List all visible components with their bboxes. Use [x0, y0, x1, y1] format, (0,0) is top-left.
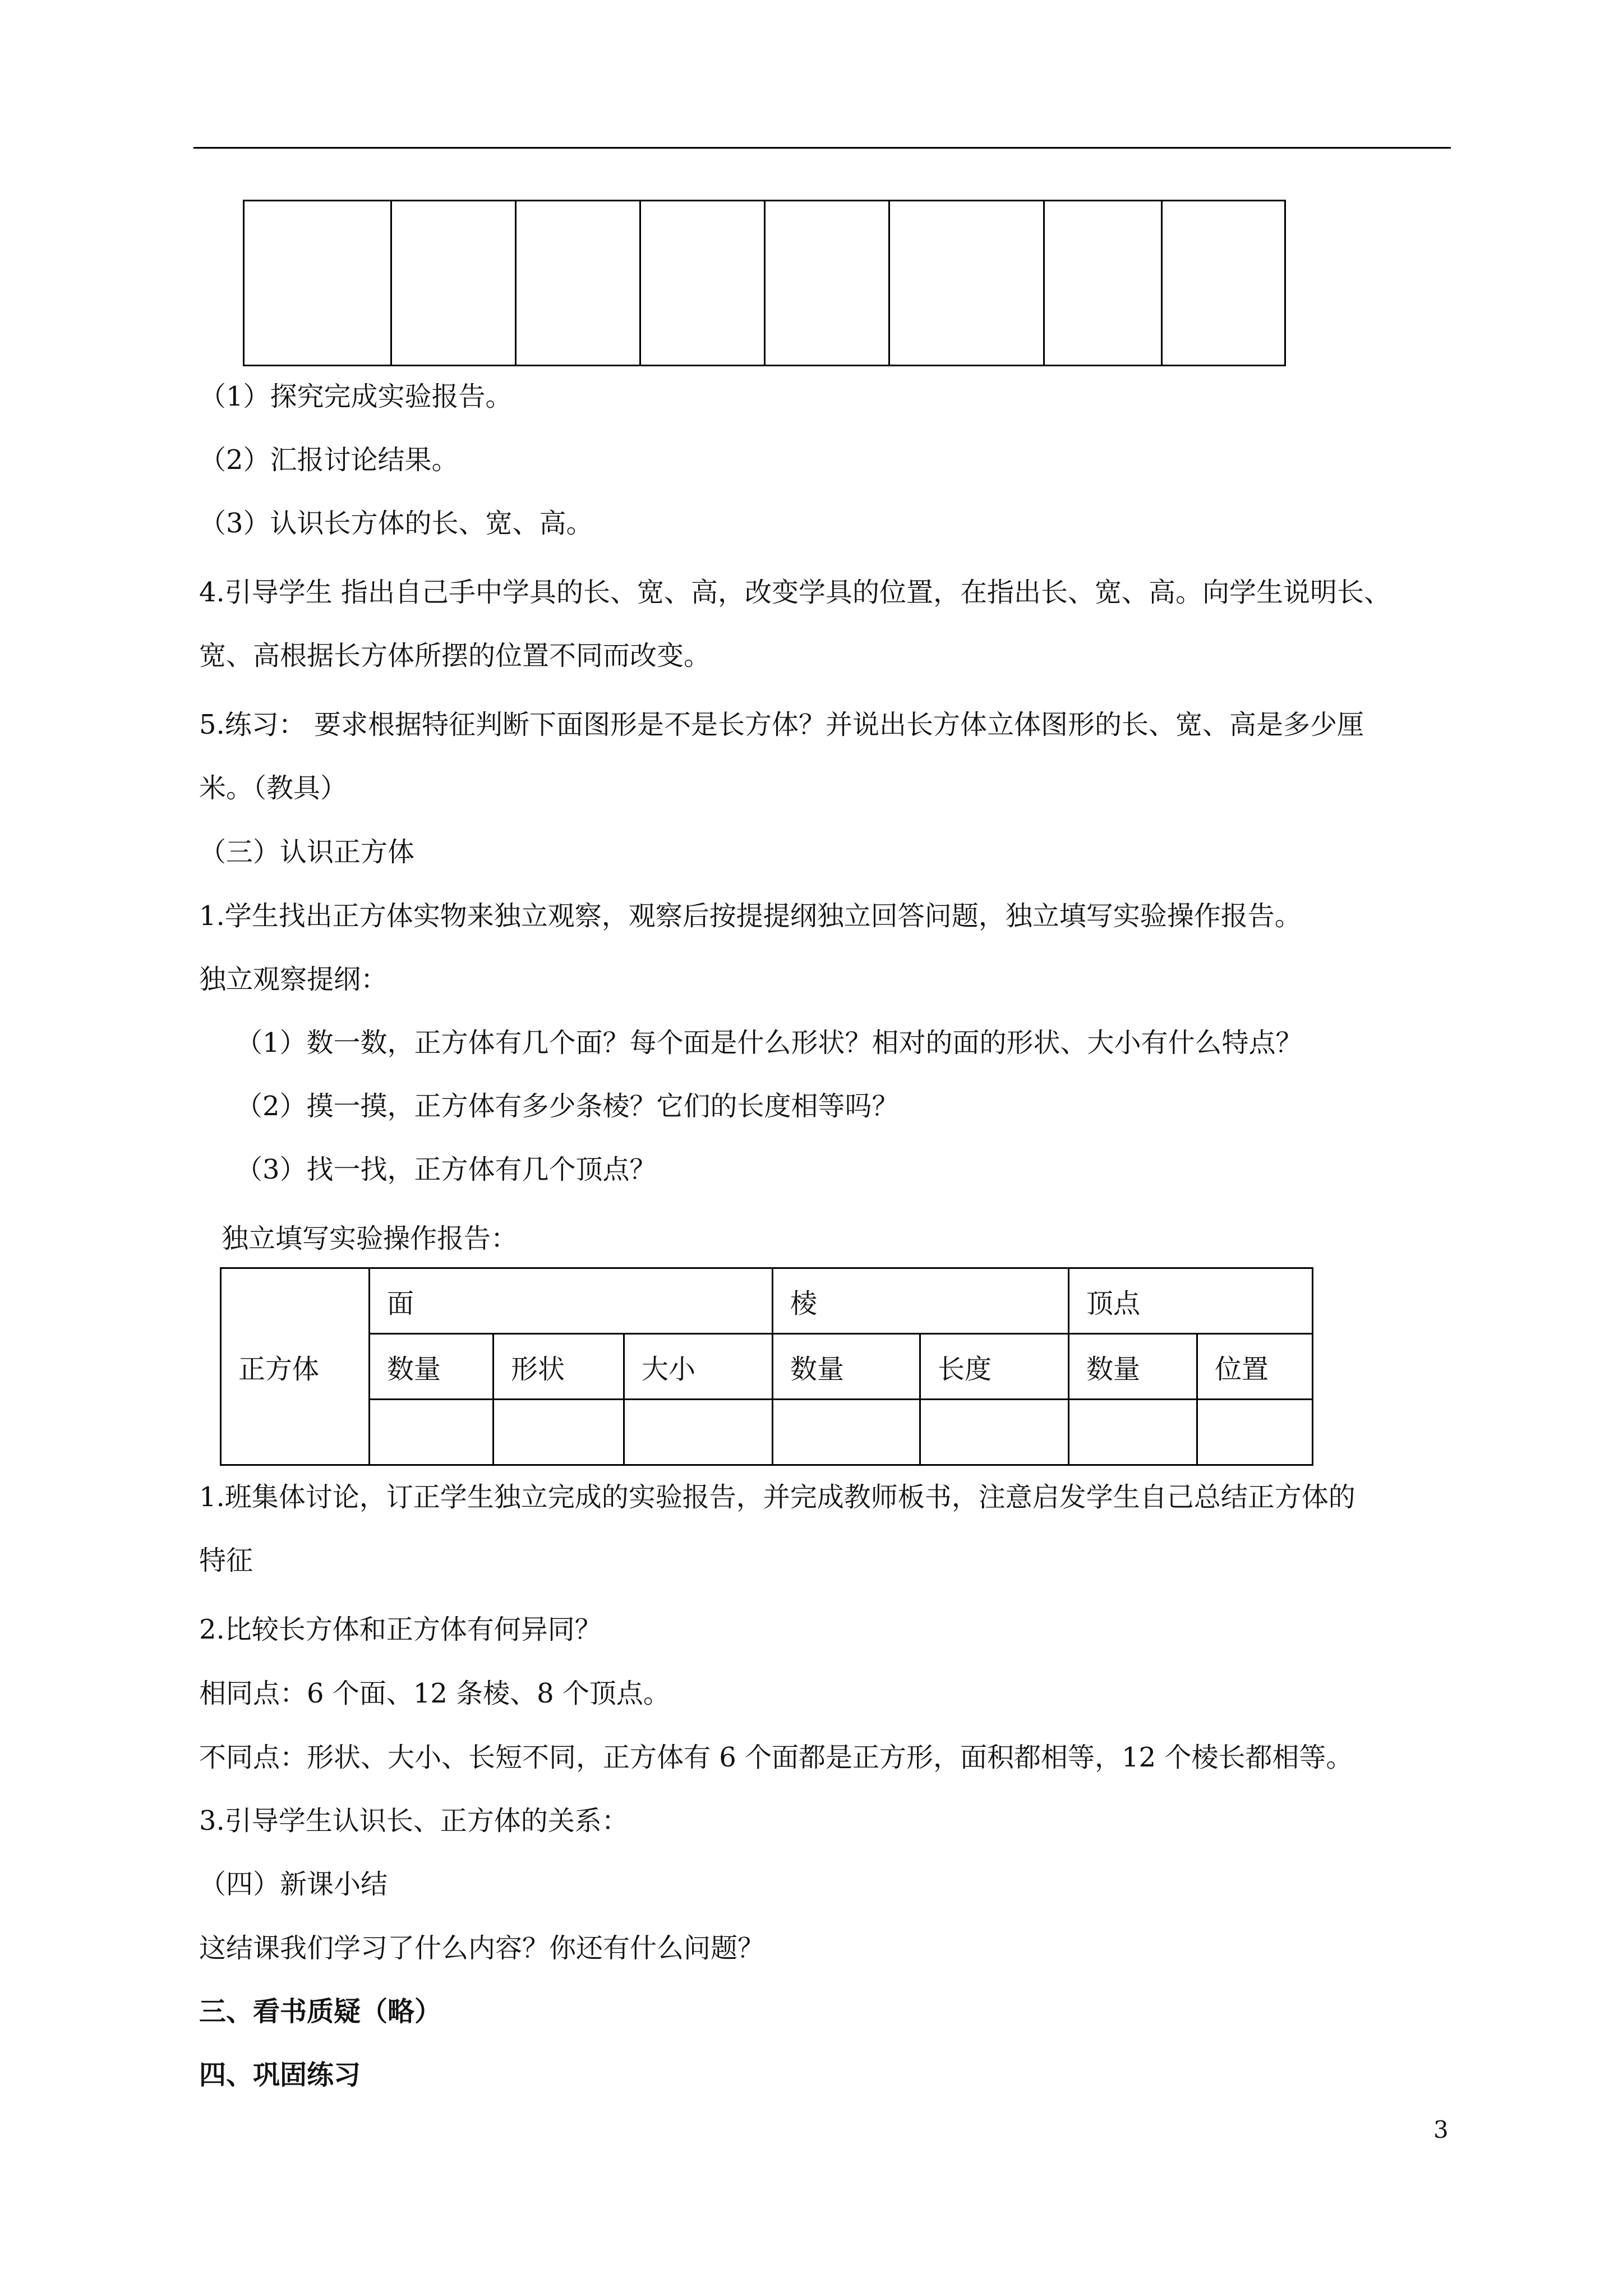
table-cell: [370, 1400, 494, 1465]
cube-report-table: [220, 1267, 1313, 1466]
table-cell: [244, 201, 391, 366]
text-line: （3）认识长方体的长、宽、高。: [199, 508, 593, 539]
text-line: （1）数一数，正方体有几个面？每个面是什么形状？相对的面的形状、大小有什么特点？: [236, 1027, 1303, 1059]
text-line: （3）找一找，正方体有几个顶点？: [236, 1154, 657, 1185]
text-line: 独立填写实验操作报告：: [222, 1223, 518, 1254]
text-line: 1.学生找出正方体实物来独立观察，观察后按提提纲独立回答问题，独立填写实验操作报告。: [199, 900, 1302, 932]
blank-report-table: [243, 200, 1286, 366]
table-cell: [391, 201, 516, 366]
subheader-length: 长度: [920, 1334, 1069, 1400]
subheader-position: 位置: [1197, 1334, 1313, 1400]
section-heading: （三）认识正方体: [199, 836, 415, 868]
column-header-vertex: 顶点: [1069, 1268, 1313, 1334]
text-line: 4.引导学生 指出自己手中学具的长、宽、高，改变学具的位置，在指出长、宽、高。向学生说明长、: [199, 577, 1391, 608]
table-cell: [920, 1400, 1069, 1465]
table-cell: [889, 201, 1044, 366]
table-cell: [494, 1400, 624, 1465]
table-cell: [1162, 201, 1285, 366]
table-cell: [516, 201, 640, 366]
table-cell: [640, 201, 765, 366]
column-header-edge: 棱: [773, 1268, 1069, 1334]
column-header-face: 面: [370, 1268, 773, 1334]
subheader-count: 数量: [370, 1334, 494, 1400]
text-line: 5.练习： 要求根据特征判断下面图形是不是长方体？并说出长方体立体图形的长、宽、高是多少厘: [199, 709, 1364, 740]
header-rule: [193, 147, 1451, 149]
section-heading: 三、看书质疑（略）: [199, 1996, 442, 2027]
subheader-size: 大小: [624, 1334, 773, 1400]
table-cell: [1044, 201, 1162, 366]
text-line: 特征: [199, 1545, 253, 1576]
section-heading: 四、巩固练习: [199, 2059, 361, 2091]
subheader-shape: 形状: [494, 1334, 624, 1400]
text-line: 不同点：形状、大小、长短不同，正方体有 6 个面都是正方形，面积都相等，12 个棱长都相等。: [199, 1742, 1353, 1773]
text-line: （2）摸一摸，正方体有多少条棱？它们的长度相等吗？: [236, 1091, 899, 1122]
text-line: 相同点：6 个面、12 条棱、8 个顶点。: [199, 1678, 670, 1709]
text-line: （2）汇报讨论结果。: [199, 444, 459, 476]
table-cell: [773, 1400, 920, 1465]
table-cell: [1069, 1400, 1197, 1465]
table-cell: [624, 1400, 773, 1465]
section-heading: （四）新课小结: [199, 1869, 388, 1900]
table-cell: [1197, 1400, 1313, 1465]
text-line: 2.比较长方体和正方体有何异同？: [199, 1614, 602, 1645]
text-line: 独立观察提纲：: [199, 964, 388, 995]
row-header: 正方体: [221, 1268, 370, 1465]
text-line: （1）探究完成实验报告。: [199, 381, 513, 412]
text-line: 这结课我们学习了什么内容？你还有什么问题？: [199, 1932, 765, 1964]
subheader-count: 数量: [773, 1334, 920, 1400]
page-number: 3: [1433, 2116, 1449, 2143]
text-line: 米。（教具）: [199, 772, 348, 804]
subheader-count: 数量: [1069, 1334, 1197, 1400]
text-line: 1.班集体讨论，订正学生独立完成的实验报告，并完成教师板书，注意启发学生自己总结正方体的: [199, 1481, 1355, 1513]
text-line: 3.引导学生认识长、正方体的关系：: [199, 1805, 629, 1837]
text-line: 宽、高根据长方体所摆的位置不同而改变。: [199, 640, 711, 671]
table-cell: [764, 201, 889, 366]
